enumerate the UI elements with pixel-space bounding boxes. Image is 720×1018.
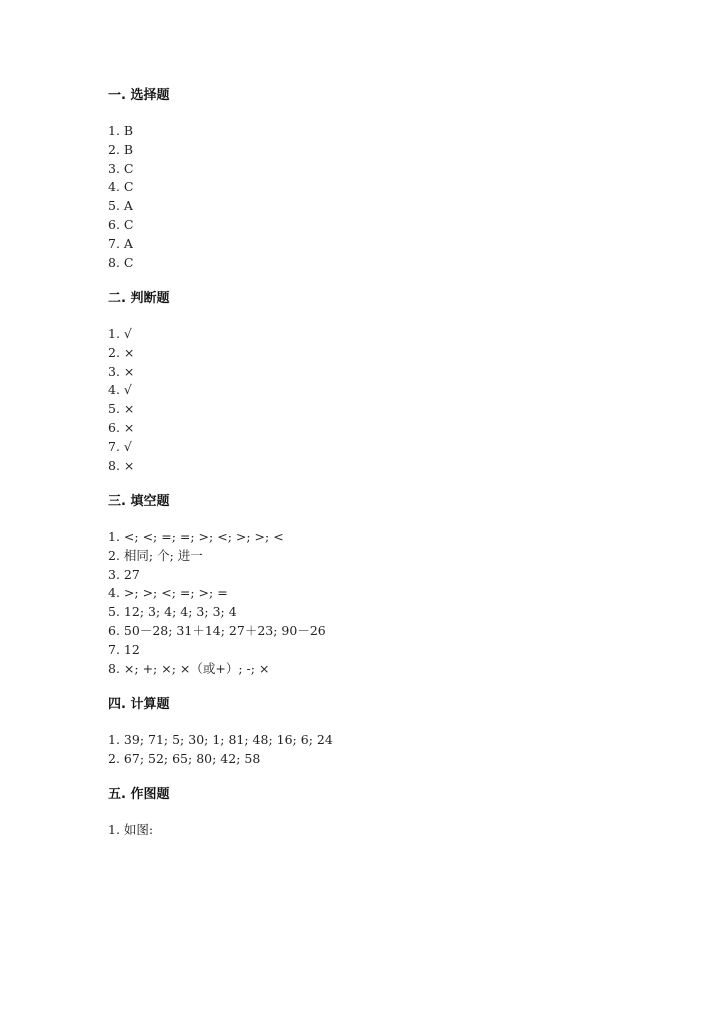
section-fill-in-blank [108, 492, 326, 678]
answer-item [108, 528, 326, 547]
answer-item [108, 216, 169, 235]
answer-text: 27 [123, 566, 140, 582]
answer-list [108, 528, 326, 678]
answer-number: 2. [108, 547, 120, 563]
answer-number: 2. [108, 141, 120, 157]
answer-text: C [123, 216, 134, 232]
section-multiple-choice [108, 86, 169, 272]
answer-text: 67; 52; 65; 80; 42; 58 [123, 750, 261, 766]
answer-text: C [123, 254, 134, 270]
section-title: 四. 计算题 [108, 697, 170, 712]
answer-text: B [123, 123, 134, 138]
answer-text: ×; +; ×; ×（或+）; -; × [123, 660, 270, 676]
answer-item [108, 197, 169, 216]
answer-number: 4. [108, 585, 120, 601]
answer-number: 3. [108, 566, 120, 582]
answer-text: >; >; <; =; >; = [123, 585, 228, 601]
answer-text: × [123, 457, 135, 473]
answer-item [108, 122, 169, 141]
answer-item [108, 603, 326, 622]
section-drawing [108, 785, 169, 840]
section-true-false [108, 289, 169, 475]
section-title: 一. 选择题 [108, 88, 170, 103]
answer-item [108, 363, 169, 382]
answer-number: 4. [108, 179, 120, 195]
answer-number: 5. [108, 198, 120, 214]
answer-number: 8. [108, 254, 120, 270]
answer-text: × [123, 401, 135, 417]
answer-item [108, 660, 326, 679]
answer-item [108, 438, 169, 457]
answer-number: 3. [108, 160, 120, 176]
answer-number: 7. [108, 235, 120, 251]
answer-item [108, 178, 169, 197]
answer-text: 如图: [123, 822, 154, 837]
answer-item [108, 641, 326, 660]
answer-number: 1. [108, 123, 120, 138]
answer-number: 1. [108, 732, 120, 747]
answer-item [108, 235, 169, 254]
answer-text: √ [123, 438, 132, 454]
answer-number: 2. [108, 750, 120, 766]
answer-item [108, 160, 169, 179]
section-title: 三. 填空题 [108, 494, 170, 509]
section-title: 五. 作图题 [108, 787, 170, 802]
answer-number: 5. [108, 604, 120, 620]
answer-item [108, 750, 333, 769]
answer-list [108, 122, 169, 272]
answer-item [108, 419, 169, 438]
answer-item [108, 381, 169, 400]
answer-text: √ [123, 382, 132, 398]
answer-item [108, 457, 169, 476]
answer-text: A [123, 235, 133, 251]
answer-number: 4. [108, 382, 120, 398]
answer-item [108, 821, 169, 840]
answer-list [108, 325, 169, 475]
answer-text: 39; 71; 5; 30; 1; 81; 48; 16; 6; 24 [123, 732, 333, 747]
answer-item [108, 731, 333, 750]
answer-text: 12 [123, 641, 140, 657]
answer-list [108, 821, 169, 840]
answer-number: 7. [108, 641, 120, 657]
answer-text: C [123, 179, 134, 195]
answer-text: 相同; 个; 进一 [123, 547, 203, 563]
answer-item [108, 622, 326, 641]
answer-item [108, 254, 169, 273]
answer-number: 8. [108, 660, 120, 676]
answer-item [108, 566, 326, 585]
answer-item [108, 325, 169, 344]
answer-text: <; <; =; =; >; <; >; >; < [123, 529, 284, 544]
answer-text: √ [123, 326, 132, 341]
section-title: 二. 判断题 [108, 291, 170, 306]
answer-item [108, 141, 169, 160]
answer-number: 6. [108, 216, 120, 232]
answer-number: 6. [108, 622, 120, 638]
answer-text: B [123, 141, 134, 157]
answer-item [108, 344, 169, 363]
answer-item [108, 584, 326, 603]
answer-number: 2. [108, 344, 120, 360]
answer-number: 1. [108, 822, 120, 837]
answer-number: 1. [108, 326, 120, 341]
answer-item [108, 400, 169, 419]
answer-number: 8. [108, 457, 120, 473]
answer-number: 5. [108, 401, 120, 417]
answer-item [108, 547, 326, 566]
answer-list [108, 731, 333, 769]
answer-text: C [123, 160, 134, 176]
answer-number: 3. [108, 363, 120, 379]
answer-text: × [123, 363, 135, 379]
answer-text: × [123, 419, 135, 435]
answer-number: 6. [108, 419, 120, 435]
answer-text: 12; 3; 4; 4; 3; 3; 4 [123, 604, 237, 620]
answer-text: × [123, 344, 135, 360]
answer-text: A [123, 198, 133, 214]
section-calculation [108, 695, 333, 769]
answer-number: 7. [108, 438, 120, 454]
answer-number: 1. [108, 529, 120, 544]
answer-text: 50－28; 31＋14; 27＋23; 90－26 [123, 622, 326, 638]
